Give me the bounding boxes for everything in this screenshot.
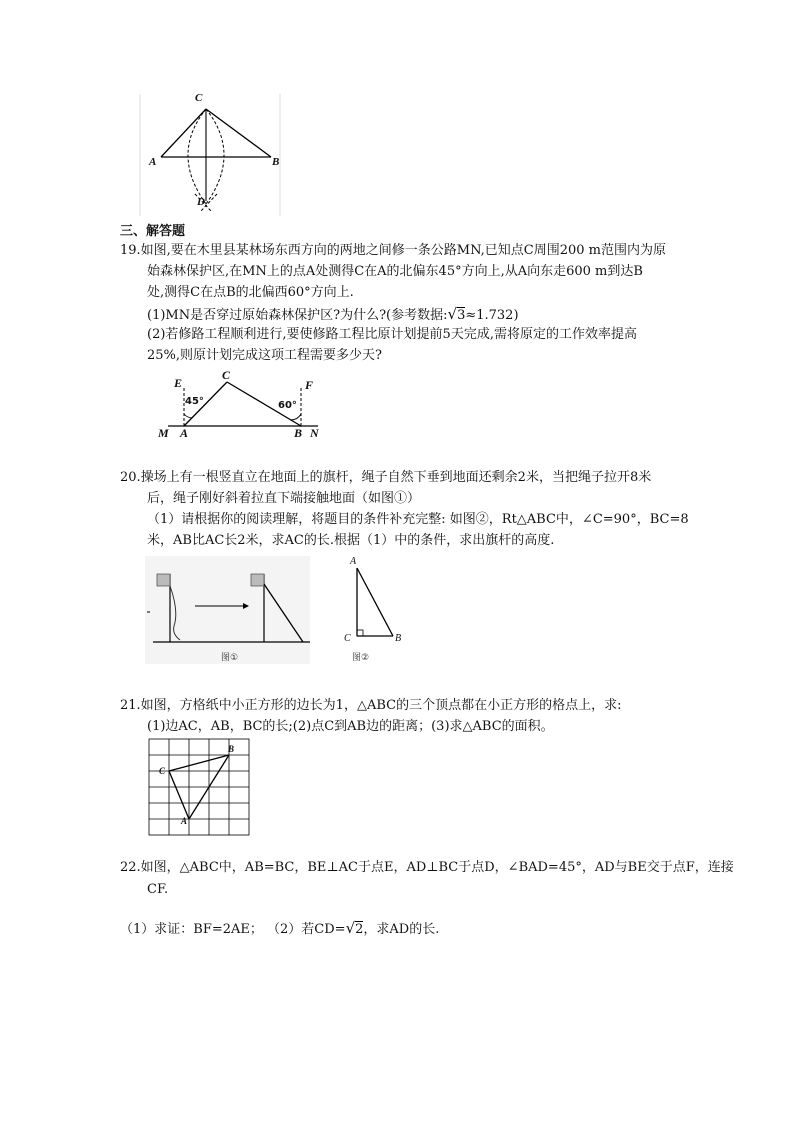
q19-label-c: C xyxy=(222,368,231,382)
q22-line-1: 22.如图，△ABC中，AB=BC，BE⊥AC于点E，AD⊥BC于点D，∠BAD=45°，AD与BE交于点F，连接 xyxy=(120,860,734,875)
q21-line-2: (1)边AC，AB，BC的长;(2)点C到AB边的距离；(3)求△ABC的面积。 xyxy=(147,719,554,734)
q19-label-b: B xyxy=(294,426,303,440)
q20-line-3: （1）请根据你的阅读理解，将题目的条件补充完整: 如图②，Rt△ABC中，∠C=90°，BC=8 xyxy=(147,512,689,527)
q20-caption-1: 图① xyxy=(221,653,239,663)
q19-sub1-text: (1)MN是否穿过原始森林保护区?为什么?(参考数据: xyxy=(147,308,448,323)
q18-label-a: A xyxy=(149,156,157,168)
q19-sub1-tail: ≈1.732) xyxy=(465,308,519,323)
figure-q21 xyxy=(148,738,250,838)
q18-label-b: B xyxy=(272,156,280,168)
q22-line-3 xyxy=(120,918,439,940)
q22-sub-text: （1）求证：BF=2AE； （2）若CD= xyxy=(120,922,346,937)
figure-q18 xyxy=(140,94,282,216)
q19-line-5: (2)若修路工程顺利进行,要使修路工程比原计划提前5天完成,需将原定的工作效率提高 xyxy=(147,327,637,342)
q20-label-a: A xyxy=(350,556,357,567)
figure-q21-grid xyxy=(148,738,250,838)
q18-label-d: D xyxy=(197,196,205,208)
q22-sub-tail: ，求AD的长. xyxy=(363,922,440,937)
q22-sqrt-value: 2 xyxy=(355,922,364,937)
q22-line-2: CF. xyxy=(147,882,169,897)
q19-sqrt-value: 3 xyxy=(457,308,466,323)
q20-caption-2: 图② xyxy=(352,653,370,663)
q19-line-1: 19.如图,要在木里县某林场东西方向的两地之间修一条公路MN,已知点C周围200 m范围内为原 xyxy=(120,243,667,258)
q19-angle-45: 45° xyxy=(185,396,204,407)
q19-line-3: 处,测得C在点B的北偏西60°方向上. xyxy=(147,285,354,300)
q19-line-2: 始森林保护区,在MN上的点A处测得C在A的北偏东45°方向上,从A向东走600 m到达B xyxy=(147,264,643,279)
q21-label-c: C xyxy=(159,766,166,776)
q19-line-4 xyxy=(147,304,519,326)
q20-line-1: 20.操场上有一根竖直立在地面上的旗杆，绳子自然下垂到地面还剩余2米，当把绳子拉开8米 xyxy=(120,470,652,485)
section-title: 三、解答题 xyxy=(120,224,186,239)
q19-label-n: N xyxy=(310,426,319,440)
q20-label-c: C xyxy=(344,633,351,644)
q19-line-6: 25%,则原计划完成这项工程需要多少天? xyxy=(147,348,382,363)
q20-line-2: 后，绳子刚好斜着拉直下端接触地面（如图①） xyxy=(147,491,421,506)
q18-label-c: C xyxy=(195,92,203,104)
q19-label-m: M xyxy=(158,426,169,440)
figure-q18-drawing xyxy=(140,94,282,216)
q19-label-f: F xyxy=(305,378,314,392)
q20-line-4: 米，AB比AC长2米，求AC的长.根据（1）中的条件，求出旗杆的高度. xyxy=(147,533,555,548)
figure-q19 xyxy=(158,368,328,444)
q21-label-b: B xyxy=(228,744,235,754)
q19-label-a: A xyxy=(180,426,189,440)
sqrt-icon: √ xyxy=(345,919,356,937)
figure-q20 xyxy=(145,556,405,666)
sqrt-icon: √ xyxy=(447,305,458,323)
q19-angle-60: 60° xyxy=(278,400,297,411)
q21-label-a: A xyxy=(181,816,188,826)
q21-line-1: 21.如图，方格纸中小正方形的边长为1，△ABC的三个顶点都在小正方形的格点上，求: xyxy=(120,698,622,713)
q20-label-b: B xyxy=(395,633,402,644)
q19-label-e: E xyxy=(174,376,183,390)
